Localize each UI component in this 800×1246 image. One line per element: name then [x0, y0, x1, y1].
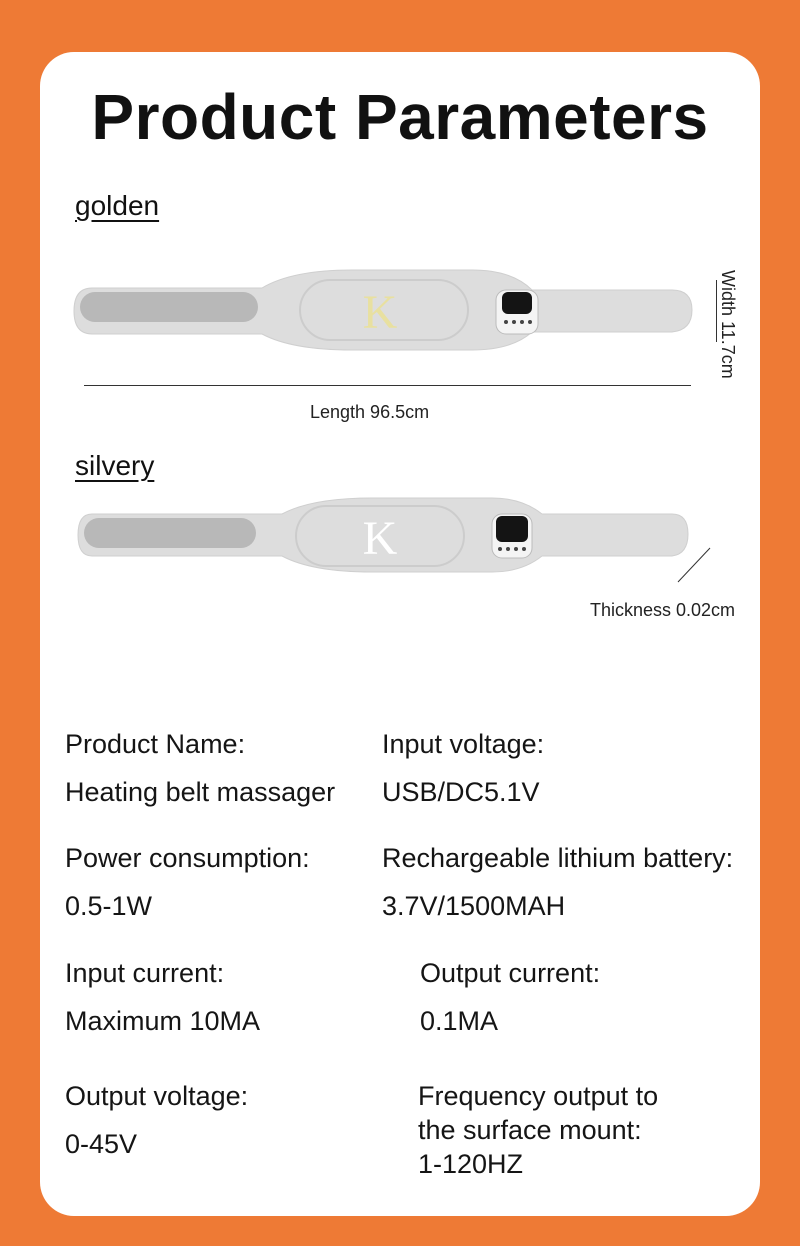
spec-value: 3.7V/1500MAH [382, 890, 566, 921]
spec-power-consumption [65, 842, 310, 924]
controller-unit [492, 514, 532, 558]
variant-label-silvery: silvery [75, 450, 155, 481]
spec-value: 1-120HZ [418, 1148, 524, 1179]
controller-unit [496, 290, 538, 334]
page-title: Product Parameters [91, 81, 709, 153]
controller-screen [502, 292, 532, 314]
control-button [514, 547, 518, 551]
logo-letter: K [362, 512, 398, 565]
thickness-pointer [676, 546, 712, 584]
control-button [506, 547, 510, 551]
variant-label-golden: golden [75, 190, 160, 221]
spec-value: 0.1MA [420, 1005, 499, 1036]
spec-label: Power consumption: [65, 843, 310, 873]
spec-value: Heating belt massager [65, 776, 336, 807]
controller-screen [496, 516, 528, 542]
control-button [528, 320, 532, 324]
spec-frequency-output [418, 1080, 658, 1181]
spec-battery [382, 842, 733, 924]
width-label: Width 11.7cm [718, 270, 738, 379]
golden-belt-image [72, 268, 694, 358]
spec-label: Rechargeable lithium battery: [382, 843, 734, 873]
control-button [522, 547, 526, 551]
spec-value: USB/DC5.1V [382, 776, 540, 807]
electrode-pad [80, 292, 258, 322]
spec-value: 0-45V [65, 1128, 138, 1159]
control-button [520, 320, 524, 324]
spec-label: Product Name: [65, 729, 246, 759]
spec-product-name [65, 728, 335, 810]
spec-value: Maximum 10MA [65, 1005, 261, 1036]
spec-label-line: the surface mount: [418, 1114, 642, 1145]
logo-letter: K [362, 286, 398, 339]
length-dimension-line [84, 385, 691, 386]
spec-output-voltage [65, 1080, 248, 1162]
control-button [504, 320, 508, 324]
length-label: Length 96.5cm [310, 402, 430, 422]
electrode-pad [84, 518, 256, 548]
spec-value: 0.5-1W [65, 890, 153, 921]
spec-output-current [420, 957, 600, 1039]
control-button [498, 547, 502, 551]
spec-input-current [65, 957, 260, 1039]
spec-label: Input voltage: [382, 729, 545, 759]
silvery-belt-image [72, 494, 694, 584]
spec-label-line: Frequency output to [418, 1081, 659, 1111]
thickness-label: Thickness 0.02cm [590, 600, 736, 620]
spec-label: Input current: [65, 958, 225, 988]
product-card [40, 52, 760, 1216]
control-button [512, 320, 516, 324]
spec-label: Output voltage: [65, 1081, 249, 1111]
thickness-leader-line [678, 548, 710, 582]
spec-label: Output current: [420, 958, 601, 988]
spec-input-voltage [382, 728, 544, 810]
